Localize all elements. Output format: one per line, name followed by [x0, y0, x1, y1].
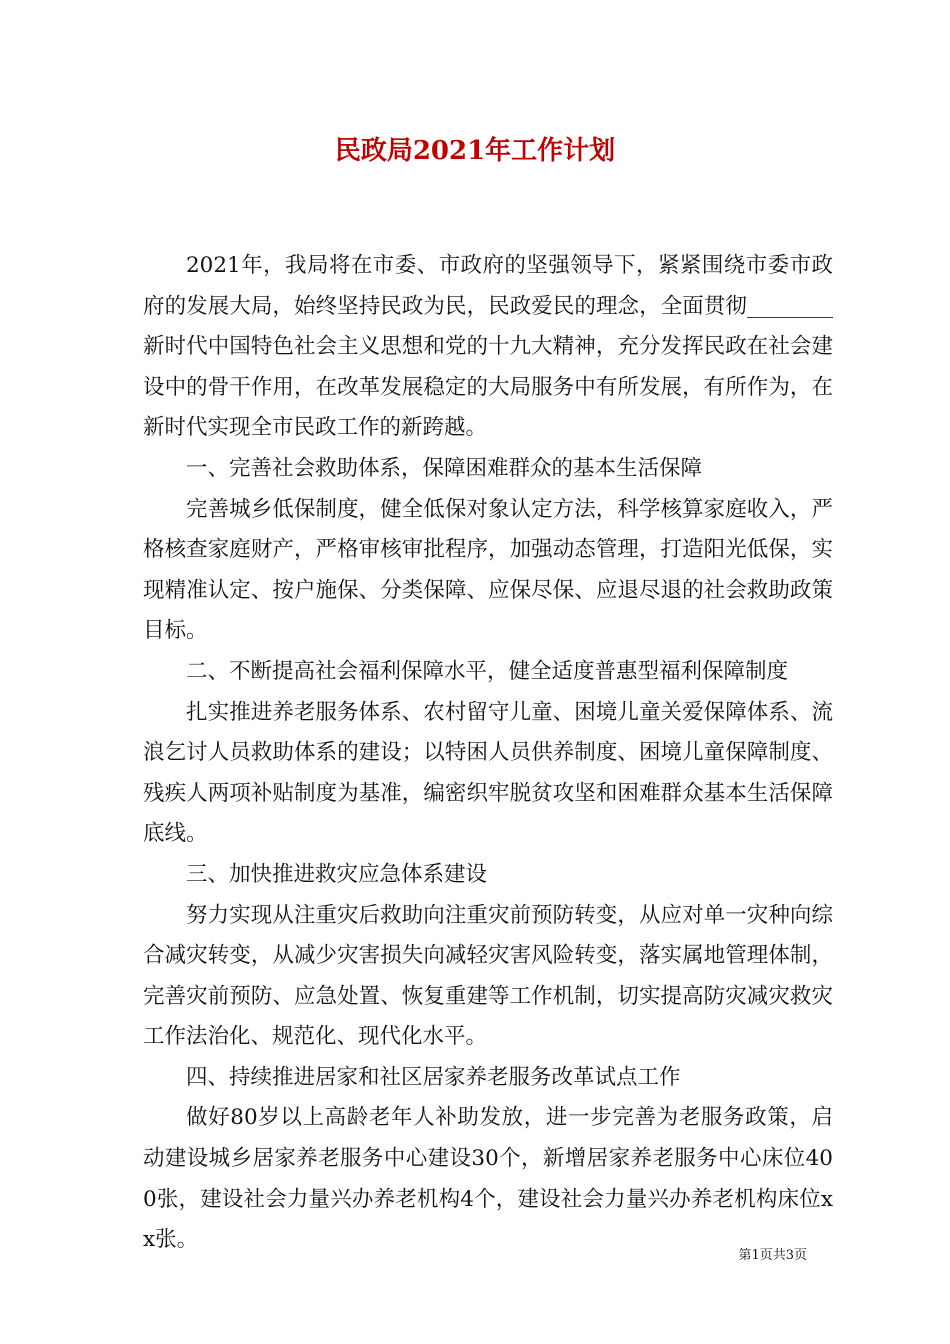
- document-body: [143, 246, 833, 1261]
- section-heading-1: 一、完善社会救助体系，保障困难群众的基本生活保障: [186, 455, 703, 481]
- section-heading-4: 四、持续推进居家和社区居家养老服务改革试点工作: [186, 1064, 681, 1090]
- section-heading-2: 二、不断提高社会福利保障水平，健全适度普惠型福利保障制度: [186, 658, 789, 684]
- section-paragraph-2: 扎实推进养老服务体系、农村留守儿童、困境儿童关爱保障体系、流浪乞讨人员救助体系的建设；以特困人员供养制度、困境儿童保障制度、残疾人两项补贴制度为基准，编密织牢脱贫攻坚和困难群众基本生活保障底线。: [143, 699, 833, 847]
- section-heading-3: 三、加快推进救灾应急体系建设: [186, 861, 488, 887]
- page-number: 第1页共3页: [738, 1248, 807, 1263]
- section-paragraph-1: 完善城乡低保制度，健全低保对象认定方法，科学核算家庭收入，严格核查家庭财产，严格审核审批程序，加强动态管理，打造阳光低保，实现精准认定、按户施保、分类保障、应保尽保、应退尽退的社会救助政策目标。: [143, 496, 833, 644]
- section-paragraph-3: 努力实现从注重灾后救助向注重灾前预防转变，从应对单一灾种向综合减灾转变，从减少灾害损失向减轻灾害风险转变，落实属地管理体制，完善灾前预防、应急处置、恢复重建等工作机制，切实提高防灾减灾救灾工作法治化、规范化、现代化水平。: [143, 902, 833, 1050]
- document-title: 民政局2021年工作计划: [334, 136, 616, 166]
- intro-paragraph: 2021年，我局将在市委、市政府的坚强领导下，紧紧围绕市委市政府的发展大局，始终坚持民政为民，民政爱民的理念，全面贯彻________新时代中国特色社会主义思想和党的十九大精神，充分发挥民政在社会建设中的骨干作用，在改革发展稳定的大局服务中有所发展，有所作为，在新时代实现全市民政工作的新跨越。: [143, 253, 833, 441]
- section-paragraph-4: 做好80岁以上高龄老年人补助发放，进一步完善为老服务政策，启动建设城乡居家养老服务中心建设30个，新增居家养老服务中心床位400张，建设社会力量兴办养老机构4个，建设社会力量兴办养老机构床位xx张。: [143, 1105, 833, 1253]
